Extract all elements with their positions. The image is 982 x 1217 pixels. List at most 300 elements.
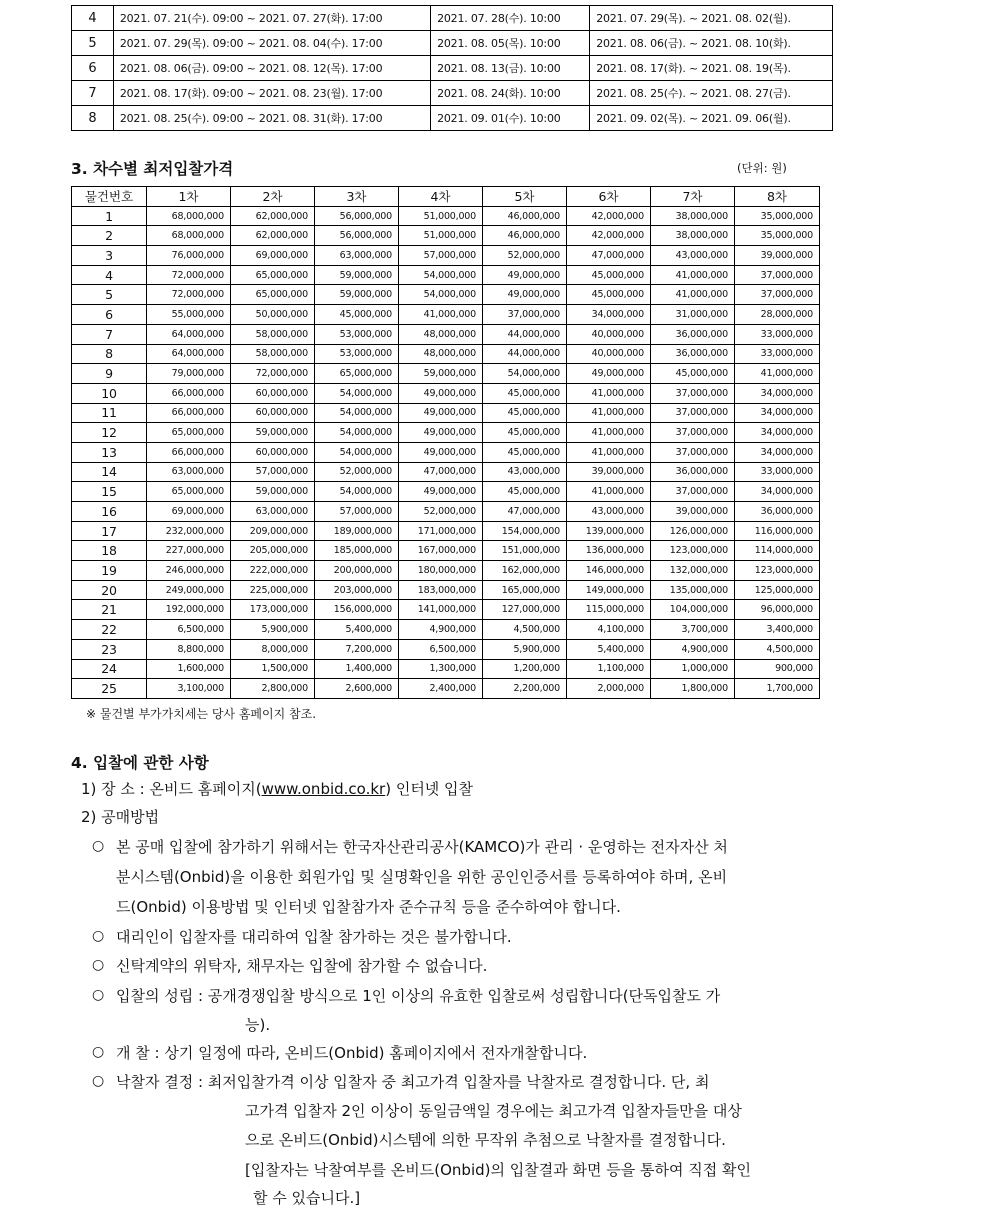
price-cell: 36,000,000: [651, 462, 735, 482]
price-cell: 59,000,000: [231, 423, 315, 443]
place-suffix: ) 인터넷 입찰: [385, 780, 474, 798]
price-cell: 1,800,000: [651, 679, 735, 699]
price-cell: 54,000,000: [315, 423, 399, 443]
price-cell: 3,700,000: [651, 620, 735, 640]
price-cell: 6,500,000: [399, 639, 483, 659]
table-row: [72, 639, 820, 659]
price-cell: 45,000,000: [651, 364, 735, 384]
price-cell: 58,000,000: [231, 324, 315, 344]
section-4-title: 4. 입찰에 관한 사항: [71, 754, 209, 772]
price-cell: 47,000,000: [483, 502, 567, 522]
price-cell: 72,000,000: [231, 364, 315, 384]
item-number: 11: [72, 403, 147, 423]
bullet-3: 신탁계약의 위탁자, 채무자는 입찰에 참가할 수 없습니다.: [116, 957, 488, 975]
price-cell: 48,000,000: [399, 344, 483, 364]
price-cell: 55,000,000: [147, 305, 231, 325]
round-number: 5: [72, 31, 114, 56]
bullet-4-line-2: 능).: [245, 1016, 271, 1034]
bullet-icon: ○: [92, 957, 105, 973]
price-cell: 45,000,000: [483, 383, 567, 403]
item-number: 5: [72, 285, 147, 305]
price-cell: 57,000,000: [315, 502, 399, 522]
price-cell: 173,000,000: [231, 600, 315, 620]
price-cell: 49,000,000: [483, 285, 567, 305]
opening-time: 2021. 08. 05(목). 10:00: [431, 31, 590, 56]
price-cell: 3,100,000: [147, 679, 231, 699]
price-cell: 49,000,000: [399, 482, 483, 502]
item-number: 7: [72, 324, 147, 344]
item-number: 17: [72, 521, 147, 541]
round-number: 4: [72, 6, 114, 31]
payment-period: 2021. 08. 25(수). ~ 2021. 08. 27(금).: [590, 81, 833, 106]
price-cell: 65,000,000: [147, 482, 231, 502]
payment-period: 2021. 08. 06(금). ~ 2021. 08. 10(화).: [590, 31, 833, 56]
item-number: 9: [72, 364, 147, 384]
table-row: [72, 502, 820, 522]
price-cell: 246,000,000: [147, 561, 231, 581]
price-cell: 65,000,000: [231, 285, 315, 305]
price-cell: 6,500,000: [147, 620, 231, 640]
table-row: [72, 344, 820, 364]
price-cell: 35,000,000: [735, 226, 820, 246]
item-number: 2: [72, 226, 147, 246]
opening-time: 2021. 08. 13(금). 10:00: [431, 56, 590, 81]
header-round-1: 1차: [147, 187, 231, 207]
price-cell: 114,000,000: [735, 541, 820, 561]
table-row: [72, 56, 833, 81]
table-row: [72, 226, 820, 246]
price-cell: 1,600,000: [147, 659, 231, 679]
price-cell: 5,900,000: [231, 620, 315, 640]
price-cell: 57,000,000: [231, 462, 315, 482]
price-cell: 44,000,000: [483, 344, 567, 364]
price-cell: 135,000,000: [651, 580, 735, 600]
item-number: 18: [72, 541, 147, 561]
price-cell: 45,000,000: [483, 403, 567, 423]
price-cell: 162,000,000: [483, 561, 567, 581]
price-cell: 56,000,000: [315, 206, 399, 226]
price-cell: 227,000,000: [147, 541, 231, 561]
price-cell: 60,000,000: [231, 403, 315, 423]
table-row: [72, 81, 833, 106]
price-cell: 60,000,000: [231, 442, 315, 462]
price-cell: 1,200,000: [483, 659, 567, 679]
table-row: [72, 482, 820, 502]
price-cell: 37,000,000: [483, 305, 567, 325]
item-number: 24: [72, 659, 147, 679]
header-round-3: 3차: [315, 187, 399, 207]
price-cell: 54,000,000: [399, 285, 483, 305]
price-cell: 1,400,000: [315, 659, 399, 679]
price-cell: 64,000,000: [147, 344, 231, 364]
price-cell: 115,000,000: [567, 600, 651, 620]
price-cell: 66,000,000: [147, 403, 231, 423]
bullet-icon: ○: [92, 928, 105, 944]
price-cell: 154,000,000: [483, 521, 567, 541]
price-cell: 39,000,000: [567, 462, 651, 482]
table-row: [72, 679, 820, 699]
table-row: [72, 423, 820, 443]
item-number: 6: [72, 305, 147, 325]
price-cell: 31,000,000: [651, 305, 735, 325]
table-row: [72, 462, 820, 482]
unit-note: (단위: 원): [737, 161, 787, 175]
bullet-2: 대리인이 입찰자를 대리하여 입찰 참가하는 것은 불가합니다.: [116, 928, 512, 946]
vat-note: ※ 물건별 부가가치세는 당사 홈페이지 참조.: [86, 707, 317, 721]
onbid-link[interactable]: www.onbid.co.kr: [261, 780, 386, 798]
price-cell: 43,000,000: [483, 462, 567, 482]
price-cell: 45,000,000: [567, 285, 651, 305]
item-number: 25: [72, 679, 147, 699]
price-table: [71, 186, 820, 699]
bullet-1-line-3: 드(Onbid) 이용방법 및 인터넷 입찰참가자 준수규칙 등을 준수하여야 합니다.: [116, 898, 621, 916]
price-cell: 45,000,000: [483, 423, 567, 443]
round-number: 6: [72, 56, 114, 81]
price-cell: 49,000,000: [399, 423, 483, 443]
price-cell: 34,000,000: [735, 482, 820, 502]
price-cell: 45,000,000: [483, 442, 567, 462]
price-cell: 57,000,000: [399, 246, 483, 266]
price-cell: 139,000,000: [567, 521, 651, 541]
price-cell: 132,000,000: [651, 561, 735, 581]
price-cell: 63,000,000: [315, 246, 399, 266]
table-row: [72, 285, 820, 305]
price-cell: 46,000,000: [483, 206, 567, 226]
price-cell: 41,000,000: [399, 305, 483, 325]
price-cell: 2,800,000: [231, 679, 315, 699]
price-cell: 54,000,000: [315, 383, 399, 403]
price-cell: 69,000,000: [147, 502, 231, 522]
bullet-6-line-2: 고가격 입찰자 2인 이상이 동일금액일 경우에는 최고가격 입찰자들만을 대상: [245, 1102, 742, 1120]
price-cell: 8,800,000: [147, 639, 231, 659]
item-number: 4: [72, 265, 147, 285]
price-cell: 66,000,000: [147, 383, 231, 403]
schedule-table: [71, 5, 833, 131]
price-cell: 36,000,000: [651, 344, 735, 364]
bullet-6-line-1: 낙찰자 결정 : 최저입찰가격 이상 입찰자 중 최고가격 입찰자를 낙찰자로 결정합니다. 단, 최: [116, 1073, 710, 1091]
table-row: [72, 580, 820, 600]
place-line: [81, 778, 473, 799]
bullet-1-line-2: 분시스템(Onbid)을 이용한 회원가입 및 실명확인을 위한 공인인증서를 등록하여야 하며, 온비: [116, 868, 728, 886]
bullet-icon: ○: [92, 1073, 105, 1089]
header-round-8: 8차: [735, 187, 820, 207]
price-cell: 65,000,000: [315, 364, 399, 384]
price-cell: 64,000,000: [147, 324, 231, 344]
price-cell: 52,000,000: [483, 246, 567, 266]
table-row: [72, 403, 820, 423]
price-cell: 41,000,000: [567, 403, 651, 423]
price-cell: 42,000,000: [567, 226, 651, 246]
price-cell: 5,900,000: [483, 639, 567, 659]
price-cell: 49,000,000: [483, 265, 567, 285]
price-cell: 49,000,000: [399, 383, 483, 403]
price-cell: 165,000,000: [483, 580, 567, 600]
price-cell: 41,000,000: [567, 442, 651, 462]
item-number: 16: [72, 502, 147, 522]
price-cell: 54,000,000: [315, 442, 399, 462]
header-round-4: 4차: [399, 187, 483, 207]
price-cell: 66,000,000: [147, 442, 231, 462]
bullet-6-line-3: 으로 온비드(Onbid)시스템에 의한 무작위 추첨으로 낙찰자를 결정합니다.: [245, 1131, 726, 1149]
price-cell: 146,000,000: [567, 561, 651, 581]
header-round-7: 7차: [651, 187, 735, 207]
price-cell: 37,000,000: [735, 285, 820, 305]
opening-time: 2021. 08. 24(화). 10:00: [431, 81, 590, 106]
price-cell: 68,000,000: [147, 206, 231, 226]
price-cell: 49,000,000: [399, 403, 483, 423]
bid-period: 2021. 07. 21(수). 09:00 ~ 2021. 07. 27(화). 17:00: [113, 6, 430, 31]
price-cell: 28,000,000: [735, 305, 820, 325]
price-cell: 125,000,000: [735, 580, 820, 600]
price-cell: 44,000,000: [483, 324, 567, 344]
price-cell: 51,000,000: [399, 226, 483, 246]
price-cell: 59,000,000: [399, 364, 483, 384]
table-row: [72, 620, 820, 640]
price-cell: 180,000,000: [399, 561, 483, 581]
price-cell: 59,000,000: [231, 482, 315, 502]
price-cell: 39,000,000: [735, 246, 820, 266]
price-cell: 45,000,000: [315, 305, 399, 325]
table-row: [72, 305, 820, 325]
price-cell: 189,000,000: [315, 521, 399, 541]
item-number: 12: [72, 423, 147, 443]
price-cell: 4,900,000: [399, 620, 483, 640]
price-cell: 1,000,000: [651, 659, 735, 679]
item-number: 14: [72, 462, 147, 482]
price-cell: 45,000,000: [567, 265, 651, 285]
price-cell: 151,000,000: [483, 541, 567, 561]
price-cell: 41,000,000: [567, 423, 651, 443]
item-number: 21: [72, 600, 147, 620]
item-number: 22: [72, 620, 147, 640]
price-cell: 53,000,000: [315, 344, 399, 364]
price-cell: 203,000,000: [315, 580, 399, 600]
bullet-icon: ○: [92, 1044, 105, 1060]
price-cell: 52,000,000: [315, 462, 399, 482]
bullet-icon: ○: [92, 987, 105, 1003]
opening-time: 2021. 09. 01(수). 10:00: [431, 106, 590, 131]
price-cell: 36,000,000: [651, 324, 735, 344]
price-cell: 53,000,000: [315, 324, 399, 344]
price-cell: 37,000,000: [651, 383, 735, 403]
price-cell: 43,000,000: [651, 246, 735, 266]
price-cell: 58,000,000: [231, 344, 315, 364]
price-cell: 79,000,000: [147, 364, 231, 384]
round-number: 8: [72, 106, 114, 131]
price-cell: 96,000,000: [735, 600, 820, 620]
price-cell: 33,000,000: [735, 462, 820, 482]
price-cell: 54,000,000: [483, 364, 567, 384]
item-number: 19: [72, 561, 147, 581]
price-cell: 59,000,000: [315, 265, 399, 285]
item-number: 3: [72, 246, 147, 266]
price-cell: 116,000,000: [735, 521, 820, 541]
bullet-4-line-1: 입찰의 성립 : 공개경쟁입찰 방식으로 1인 이상의 유효한 입찰로써 성립합니다(단독입찰도 가: [116, 987, 721, 1005]
price-cell: 2,400,000: [399, 679, 483, 699]
price-cell: 41,000,000: [651, 285, 735, 305]
item-number: 15: [72, 482, 147, 502]
price-cell: 3,400,000: [735, 620, 820, 640]
header-round-6: 6차: [567, 187, 651, 207]
price-cell: 1,300,000: [399, 659, 483, 679]
price-cell: 2,600,000: [315, 679, 399, 699]
price-cell: 41,000,000: [651, 265, 735, 285]
price-cell: 63,000,000: [231, 502, 315, 522]
bullet-5: 개 찰 : 상기 일정에 따라, 온비드(Onbid) 홈페이지에서 전자개찰합니다.: [116, 1044, 588, 1062]
price-cell: 68,000,000: [147, 226, 231, 246]
price-cell: 39,000,000: [651, 502, 735, 522]
table-row: [72, 324, 820, 344]
price-cell: 54,000,000: [399, 265, 483, 285]
bullet-6-line-4: [입찰자는 낙찰여부를 온비드(Onbid)의 입찰결과 화면 등을 통하여 직접 확인: [245, 1161, 751, 1179]
price-cell: 209,000,000: [231, 521, 315, 541]
price-cell: 50,000,000: [231, 305, 315, 325]
price-cell: 72,000,000: [147, 265, 231, 285]
price-cell: 37,000,000: [651, 442, 735, 462]
price-cell: 62,000,000: [231, 206, 315, 226]
table-row: [72, 521, 820, 541]
payment-period: 2021. 09. 02(목). ~ 2021. 09. 06(월).: [590, 106, 833, 131]
price-cell: 185,000,000: [315, 541, 399, 561]
price-header-row: [72, 187, 820, 207]
price-cell: 2,000,000: [567, 679, 651, 699]
price-cell: 222,000,000: [231, 561, 315, 581]
price-cell: 40,000,000: [567, 344, 651, 364]
method-heading: 2) 공매방법: [81, 808, 160, 826]
price-cell: 65,000,000: [147, 423, 231, 443]
price-cell: 5,400,000: [315, 620, 399, 640]
table-row: [72, 561, 820, 581]
price-cell: 76,000,000: [147, 246, 231, 266]
bid-period: 2021. 08. 17(화). 09:00 ~ 2021. 08. 23(월). 17:00: [113, 81, 430, 106]
price-cell: 47,000,000: [567, 246, 651, 266]
price-cell: 141,000,000: [399, 600, 483, 620]
price-cell: 36,000,000: [735, 502, 820, 522]
header-round-5: 5차: [483, 187, 567, 207]
price-cell: 62,000,000: [231, 226, 315, 246]
price-cell: 33,000,000: [735, 324, 820, 344]
price-cell: 41,000,000: [567, 482, 651, 502]
price-cell: 38,000,000: [651, 226, 735, 246]
round-number: 7: [72, 81, 114, 106]
price-cell: 47,000,000: [399, 462, 483, 482]
price-cell: 1,100,000: [567, 659, 651, 679]
price-cell: 123,000,000: [735, 561, 820, 581]
price-cell: 59,000,000: [315, 285, 399, 305]
price-cell: 45,000,000: [483, 482, 567, 502]
table-row: [72, 31, 833, 56]
table-row: [72, 246, 820, 266]
price-cell: 69,000,000: [231, 246, 315, 266]
price-cell: 65,000,000: [231, 265, 315, 285]
bid-period: 2021. 08. 25(수). 09:00 ~ 2021. 08. 31(화). 17:00: [113, 106, 430, 131]
opening-time: 2021. 07. 28(수). 10:00: [431, 6, 590, 31]
price-cell: 167,000,000: [399, 541, 483, 561]
price-cell: 5,400,000: [567, 639, 651, 659]
price-cell: 126,000,000: [651, 521, 735, 541]
price-cell: 72,000,000: [147, 285, 231, 305]
price-cell: 35,000,000: [735, 206, 820, 226]
price-cell: 56,000,000: [315, 226, 399, 246]
price-cell: 4,500,000: [483, 620, 567, 640]
price-cell: 192,000,000: [147, 600, 231, 620]
table-row: [72, 265, 820, 285]
price-cell: 34,000,000: [567, 305, 651, 325]
price-cell: 156,000,000: [315, 600, 399, 620]
bid-period: 2021. 07. 29(목). 09:00 ~ 2021. 08. 04(수). 17:00: [113, 31, 430, 56]
table-row: [72, 383, 820, 403]
table-row: [72, 600, 820, 620]
price-cell: 249,000,000: [147, 580, 231, 600]
place-prefix: 1) 장 소 : 온비드 홈페이지(: [81, 780, 262, 798]
item-number: 13: [72, 442, 147, 462]
price-cell: 900,000: [735, 659, 820, 679]
price-cell: 37,000,000: [651, 403, 735, 423]
price-cell: 34,000,000: [735, 403, 820, 423]
price-cell: 171,000,000: [399, 521, 483, 541]
price-cell: 104,000,000: [651, 600, 735, 620]
price-cell: 1,500,000: [231, 659, 315, 679]
price-cell: 37,000,000: [651, 482, 735, 502]
price-cell: 34,000,000: [735, 423, 820, 443]
price-table-body: [72, 206, 820, 698]
price-cell: 37,000,000: [651, 423, 735, 443]
payment-period: 2021. 07. 29(목). ~ 2021. 08. 02(월).: [590, 6, 833, 31]
item-number: 8: [72, 344, 147, 364]
bid-period: 2021. 08. 06(금). 09:00 ~ 2021. 08. 12(목). 17:00: [113, 56, 430, 81]
price-cell: 1,700,000: [735, 679, 820, 699]
price-cell: 149,000,000: [567, 580, 651, 600]
price-cell: 200,000,000: [315, 561, 399, 581]
price-cell: 63,000,000: [147, 462, 231, 482]
price-cell: 127,000,000: [483, 600, 567, 620]
price-cell: 48,000,000: [399, 324, 483, 344]
header-item-number: 물건번호: [72, 187, 147, 207]
price-cell: 54,000,000: [315, 403, 399, 423]
price-cell: 183,000,000: [399, 580, 483, 600]
price-cell: 46,000,000: [483, 226, 567, 246]
table-row: [72, 106, 833, 131]
price-cell: 8,000,000: [231, 639, 315, 659]
table-row: [72, 659, 820, 679]
price-cell: 136,000,000: [567, 541, 651, 561]
price-cell: 54,000,000: [315, 482, 399, 502]
item-number: 23: [72, 639, 147, 659]
price-cell: 205,000,000: [231, 541, 315, 561]
price-cell: 40,000,000: [567, 324, 651, 344]
price-cell: 41,000,000: [735, 364, 820, 384]
price-cell: 52,000,000: [399, 502, 483, 522]
header-round-2: 2차: [231, 187, 315, 207]
table-row: [72, 364, 820, 384]
price-cell: 225,000,000: [231, 580, 315, 600]
price-cell: 34,000,000: [735, 442, 820, 462]
price-cell: 232,000,000: [147, 521, 231, 541]
price-cell: 60,000,000: [231, 383, 315, 403]
price-cell: 43,000,000: [567, 502, 651, 522]
item-number: 10: [72, 383, 147, 403]
price-cell: 2,200,000: [483, 679, 567, 699]
bullet-icon: ○: [92, 838, 105, 854]
payment-period: 2021. 08. 17(화). ~ 2021. 08. 19(목).: [590, 56, 833, 81]
item-number: 1: [72, 206, 147, 226]
price-cell: 41,000,000: [567, 383, 651, 403]
price-cell: 49,000,000: [567, 364, 651, 384]
price-cell: 123,000,000: [651, 541, 735, 561]
table-row: [72, 6, 833, 31]
price-cell: 4,900,000: [651, 639, 735, 659]
price-cell: 4,500,000: [735, 639, 820, 659]
